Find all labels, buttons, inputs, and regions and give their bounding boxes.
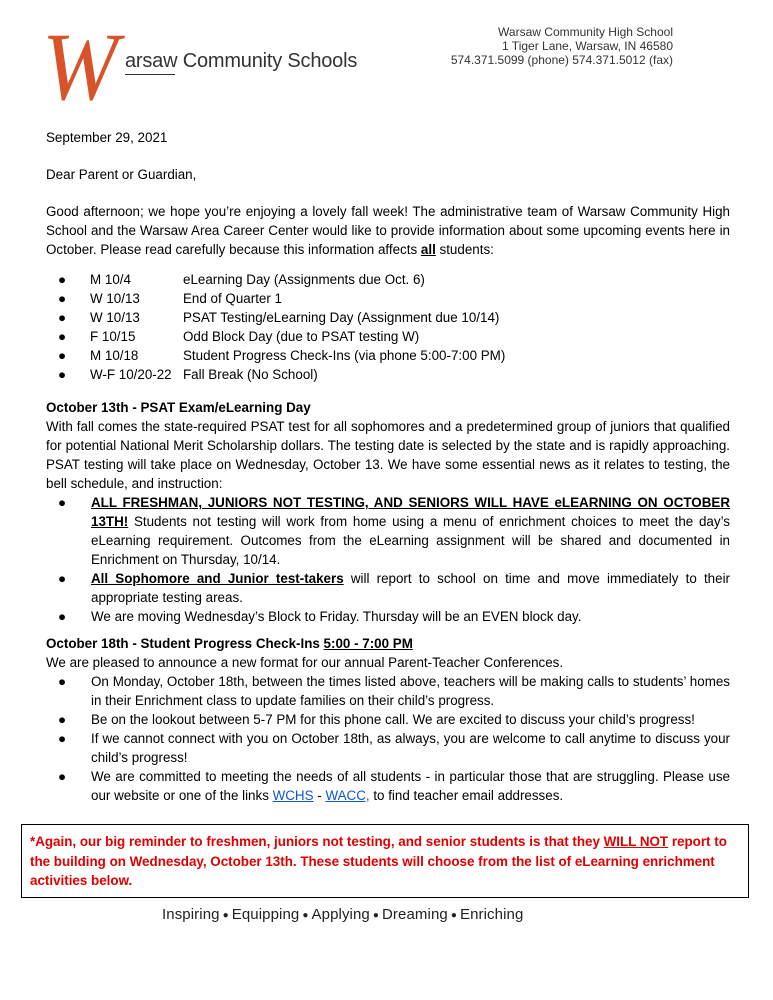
school-contact-block bbox=[451, 25, 673, 67]
psat-bullet: ● ALL FRESHMAN, JUNIORS NOT TESTING, AND SENIORS WILL HAVE eLEARNING ON OCTOBER 13TH! Students not testing will work from home using a menu of enrichment choices to meet the day’s eLearning requirement. Outcomes from the eLearning assignment will be shared and documented in Enrichment on Thursday, 10/14. bbox=[58, 495, 730, 567]
psat-body: With fall comes the state-required PSAT test for all sophomores and a predetermined group of juniors that qualified for potential National Merit Scholarship dollars. The testing date is selected by the state and is rapidly approaching. PSAT testing will take place on Wednesday, October 13. We have some essential news as it relates to testing, the bell schedule, and instruction: bbox=[46, 419, 730, 491]
checkins-bullet: ● If we cannot connect with you on October 18th, as always, you are welcome to call anytime to discuss your child’s progress! bbox=[58, 731, 730, 765]
checkins-bullet: ● We are committed to meeting the needs of all students - in particular those that are struggling. Please use our website or one of the links WCHS - WACC, to find teacher email addresses. bbox=[58, 769, 730, 803]
checkins-bullet: ● Be on the lookout between 5-7 PM for this phone call. We are excited to discuss your child’s progress! bbox=[58, 712, 695, 727]
tagline-word: Applying bbox=[311, 906, 370, 923]
checkins-bullets bbox=[46, 672, 730, 805]
checkins-heading: October 18th - Student Progress Check-Ins 5:00 - 7:00 PM bbox=[46, 636, 413, 651]
tagline-word: Enriching bbox=[459, 906, 524, 923]
checkins-body: We are pleased to announce a new format for our annual Parent-Teacher Conferences. bbox=[46, 655, 564, 670]
logo-letter: W bbox=[41, 13, 118, 120]
event-item: ● W-F 10/20-22 Fall Break (No School) bbox=[58, 367, 318, 382]
school-address: 1 Tiger Lane, Warsaw, IN 46580 bbox=[502, 39, 673, 53]
logo-text: arsaw Community Schools bbox=[125, 50, 358, 72]
psat-bullets bbox=[46, 493, 730, 626]
logo-underline bbox=[125, 74, 175, 75]
event-item: ● W 10/13 PSAT Testing/eLearning Day (Assignment due 10/14) bbox=[58, 310, 500, 325]
tagline-word: Equipping bbox=[231, 906, 300, 923]
psat-bullet: ● We are moving Wednesday’s Block to Friday. Thursday will be an EVEN block day. bbox=[58, 609, 582, 624]
event-item: ● F 10/15 Odd Block Day (due to PSAT testing W) bbox=[58, 329, 420, 344]
letter-body bbox=[46, 128, 730, 805]
psat-bullet: ● All Sophomore and Junior test-takers will report to school on time and move immediately to their appropriate testing areas. bbox=[58, 571, 730, 605]
intro-emphasis: all bbox=[420, 242, 436, 257]
school-phone-fax: 574.371.5099 (phone) 574.371.5012 (fax) bbox=[450, 53, 673, 67]
checkins-bullet: ● On Monday, October 18th, between the times listed above, teachers will be making calls to students’ homes in their Enrichment class to update families on their child’s progress. bbox=[58, 674, 730, 708]
event-item: ● M 10/4 eLearning Day (Assignments due Oct. 6) bbox=[58, 272, 425, 287]
reminder-emphasis: WILL NOT bbox=[603, 834, 669, 849]
intro-paragraph: Good afternoon; we hope you’re enjoying a lovely fall week! The administrative team of Warsaw Community High School and the Warsaw Area Career Center would like to provide information about some upcoming events here in October. Please read carefully because this information affects all students: bbox=[46, 204, 730, 257]
tagline-word: Dreaming bbox=[382, 906, 448, 923]
wacc-link[interactable]: WACC, bbox=[325, 788, 370, 803]
event-list bbox=[46, 270, 730, 384]
footer-tagline: Inspiring ● Equipping ● Applying ● Dreaming ● Enriching bbox=[162, 906, 524, 923]
event-item: ● W 10/13 End of Quarter 1 bbox=[58, 291, 282, 306]
district-logo bbox=[40, 13, 360, 120]
letter-date: September 29, 2021 bbox=[46, 130, 168, 145]
salutation: Dear Parent or Guardian, bbox=[46, 167, 197, 182]
event-item: ● M 10/18 Student Progress Check-Ins (via phone 5:00-7:00 PM) bbox=[58, 348, 506, 363]
reminder-box: *Again, our big reminder to freshmen, juniors not testing, and senior students is that they WILL NOT report to the building on Wednesday, October 13th. These students will choose from the list of eLearning enrichment activities below. bbox=[21, 824, 749, 898]
school-name: Warsaw Community High School bbox=[498, 25, 673, 39]
psat-heading: October 13th - PSAT Exam/eLearning Day bbox=[46, 400, 311, 415]
tagline-word: Inspiring bbox=[162, 906, 220, 923]
wchs-link[interactable]: WCHS bbox=[272, 788, 314, 803]
